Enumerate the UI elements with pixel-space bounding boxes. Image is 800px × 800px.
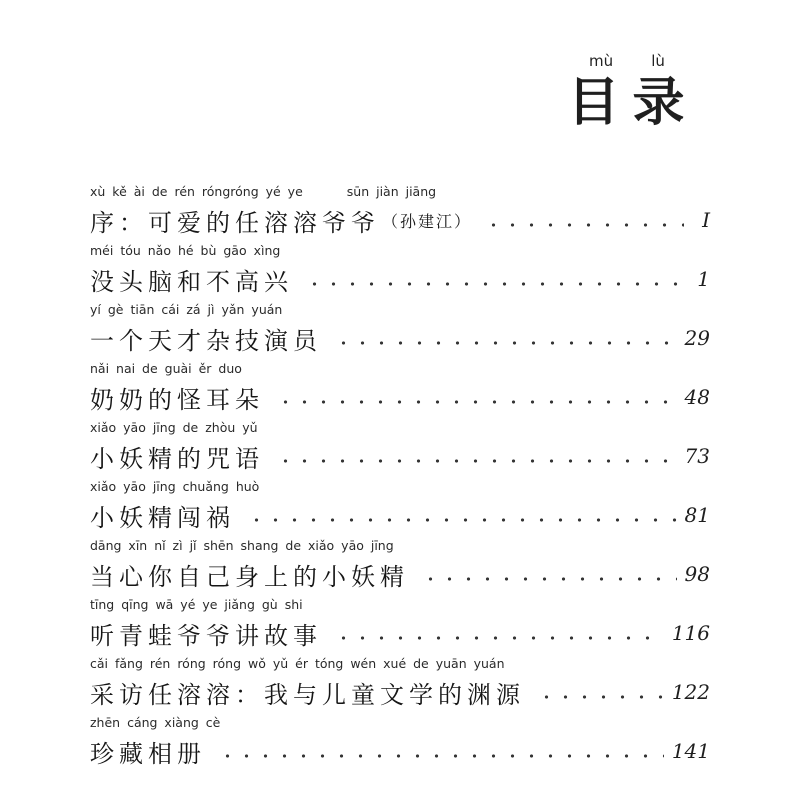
entry-pinyin	[90, 713, 220, 733]
toc-entry[interactable]	[90, 418, 710, 477]
toc-entry[interactable]	[90, 713, 710, 772]
entry-page-number[interactable]: 1	[697, 267, 710, 291]
dot-leader	[272, 444, 677, 468]
toc-entry[interactable]	[90, 477, 710, 536]
dot-leader	[480, 208, 684, 232]
entry-title[interactable]: 一个天才杂技演员	[90, 326, 322, 355]
heading-title	[562, 72, 692, 134]
toc-entry[interactable]	[90, 654, 710, 713]
entry-pinyin-title: xù kě ài de rén róngróng yé ye	[90, 184, 303, 199]
entry-title[interactable]: 当心你自己身上的小妖精	[90, 562, 409, 591]
entry-line	[90, 438, 710, 474]
dot-leader	[533, 680, 664, 704]
entry-pinyin-title: yí gè tiān cái zá jì yǎn yuán	[90, 302, 283, 317]
entry-line	[90, 497, 710, 533]
entry-title[interactable]: 听青蛙爷爷讲故事	[90, 621, 322, 650]
entry-pinyin	[90, 359, 242, 379]
entry-page-number[interactable]: 29	[684, 326, 710, 350]
heading-pinyin-1: mù	[589, 52, 614, 70]
entry-pinyin	[90, 241, 280, 261]
entry-title[interactable]: 采访任溶溶：我与儿童文学的渊源	[90, 680, 525, 709]
dot-leader	[330, 621, 664, 645]
entry-line	[90, 615, 710, 651]
entry-pinyin-title: xiǎo yāo jīng de zhòu yǔ	[90, 420, 258, 435]
entry-title[interactable]: 奶奶的怪耳朵	[90, 385, 264, 414]
entry-pinyin	[90, 418, 258, 438]
entry-title[interactable]: 小妖精的咒语	[90, 444, 264, 473]
entry-line	[90, 733, 710, 769]
toc-entry[interactable]	[90, 241, 710, 300]
entry-pinyin	[90, 477, 259, 497]
entry-line	[90, 379, 710, 415]
entry-title[interactable]: 没头脑和不高兴	[90, 267, 293, 296]
entry-pinyin-title: zhēn cáng xiàng cè	[90, 715, 221, 730]
entry-page-number[interactable]: 81	[684, 503, 710, 527]
entry-page-number[interactable]: 73	[684, 444, 710, 468]
entry-pinyin-title: nǎi nai de guài ěr duo	[90, 361, 242, 376]
entry-title[interactable]: 小妖精闯祸	[90, 503, 235, 532]
toc-entry[interactable]	[90, 182, 710, 241]
entry-pinyin	[90, 536, 394, 556]
entry-pinyin	[90, 654, 505, 674]
toc-list	[90, 182, 710, 772]
entry-pinyin	[90, 595, 303, 615]
heading-char-1: 目	[567, 73, 622, 133]
entry-page-number[interactable]: 122	[671, 680, 710, 704]
entry-author: （孙建江）	[382, 211, 473, 231]
entry-line	[90, 261, 710, 297]
dot-leader	[272, 385, 677, 409]
toc-entry[interactable]	[90, 536, 710, 595]
entry-line	[90, 320, 710, 356]
entry-pinyin	[90, 300, 282, 320]
toc-entry[interactable]	[90, 359, 710, 418]
entry-pinyin-title: méi tóu nǎo hé bù gāo xìng	[90, 243, 281, 258]
entry-page-number[interactable]: 116	[671, 621, 710, 645]
dot-leader	[417, 562, 677, 586]
dot-leader	[330, 326, 677, 350]
heading-char-2: 录	[632, 73, 687, 133]
entry-page-number[interactable]: 98	[684, 562, 710, 586]
entry-pinyin-author: sūn jiàn jiāng	[346, 184, 437, 199]
entry-title[interactable]: 珍藏相册	[90, 739, 206, 768]
entry-page-number[interactable]: I	[702, 208, 710, 232]
entry-pinyin-title: tīng qīng wā yé ye jiǎng gù shi	[90, 597, 303, 612]
entry-line	[90, 202, 710, 238]
entry-title[interactable]: 序：可爱的任溶溶爷爷	[90, 208, 380, 237]
entry-pinyin	[90, 182, 436, 202]
dot-leader	[243, 503, 677, 527]
entry-pinyin-title: dāng xīn nǐ zì jǐ shēn shang de xiǎo yāo jīng	[90, 538, 394, 553]
entry-page-number[interactable]: 48	[684, 385, 710, 409]
toc-entry[interactable]	[90, 595, 710, 654]
entry-line	[90, 674, 710, 710]
toc-heading	[562, 50, 692, 134]
toc-entry[interactable]	[90, 300, 710, 359]
dot-leader	[301, 267, 684, 291]
dot-leader	[214, 739, 664, 763]
entry-pinyin-title: xiǎo yāo jīng chuǎng huò	[90, 479, 260, 494]
heading-pinyin-2: lù	[651, 52, 665, 70]
entry-page-number[interactable]: 141	[671, 739, 710, 763]
entry-line	[90, 556, 710, 592]
heading-pinyin	[562, 50, 692, 72]
entry-pinyin-title: cǎi fǎng rén róng róng wǒ yǔ ér tóng wén xué de yuān yuán	[90, 656, 505, 671]
